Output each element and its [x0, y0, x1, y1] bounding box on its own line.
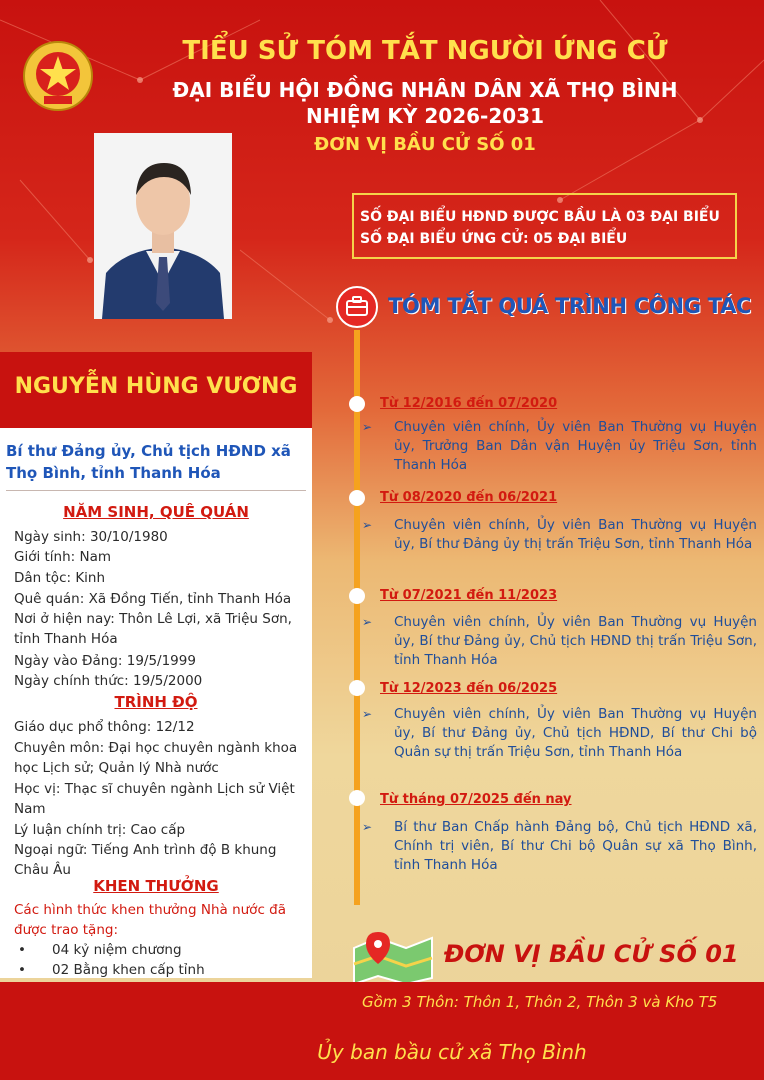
political-theory: Lý luận chính trị: Cao cấp — [14, 822, 186, 838]
period-title: Từ 12/2023 đến 06/2025 — [380, 681, 558, 696]
arrow-bullet-icon: ➢ — [362, 707, 373, 721]
birth-date: Ngày sinh: 30/10/1980 — [14, 529, 168, 545]
timeline-dot — [349, 396, 365, 412]
footer-text: Ủy ban bầu cử xã Thọ Bình — [317, 1040, 587, 1064]
party-join-date: Ngày vào Đảng: 19/5/1999 — [14, 653, 196, 669]
gender: Giới tính: Nam — [14, 549, 112, 565]
ethnicity: Dân tộc: Kinh — [14, 570, 106, 586]
candidate-role: Bí thư Đảng ủy, Chủ tịch HĐND xã Thọ Bình, tỉnh Thanh Hóa — [6, 442, 291, 482]
career-section-title: TÓM TẮT QUÁ TRÌNH CÔNG TÁC — [388, 294, 752, 318]
arrow-bullet-icon: ➢ — [362, 420, 373, 434]
constituency-description: Gồm 3 Thôn: Thôn 1, Thôn 2, Thôn 3 và Kho T5 — [362, 993, 718, 1011]
timeline-line — [354, 330, 360, 905]
specialty: Chuyên môn: Đại học chuyên ngành khoa học Lịch sử; Quản lý Nhà nước — [14, 740, 298, 776]
electoral-unit-heading: ĐƠN VỊ BẦU CỬ SỐ 01 — [314, 134, 536, 155]
arrow-bullet-icon: ➢ — [362, 518, 373, 532]
award-section-heading: KHEN THƯỞNG — [93, 877, 219, 895]
map-pin-icon — [350, 928, 436, 984]
award-item: • 04 kỷ niệm chương — [18, 942, 182, 958]
period-description: ➢ Chuyên viên chính, Ủy viên Ban Thường vụ Huyện ủy, Bí thư Đảng ủy, Chủ tịch HĐND thị trấn Triệu Sơn, tỉnh Thanh Hóa — [362, 614, 757, 668]
constituency-title: ĐƠN VỊ BẦU CỬ SỐ 01 — [444, 940, 739, 968]
party-official-date: Ngày chính thức: 19/5/2000 — [14, 673, 203, 689]
period-title: Từ 07/2021 đến 11/2023 — [380, 588, 558, 603]
timeline-dot — [349, 490, 365, 506]
hometown: Quê quán: Xã Đồng Tiến, tỉnh Thanh Hóa — [14, 591, 292, 607]
period-title: Từ 08/2020 đến 06/2021 — [380, 490, 558, 505]
briefcase-icon — [336, 286, 378, 328]
academic-degree: Học vị: Thạc sĩ chuyên ngành Lịch sử Việt Nam — [14, 781, 295, 817]
national-emblem-icon — [22, 40, 94, 112]
info-box — [352, 193, 737, 259]
general-education: Giáo dục phổ thông: 12/12 — [14, 719, 195, 735]
term: NHIỆM KỲ 2026-2031 — [305, 104, 545, 128]
award-intro: Các hình thức khen thưởng Nhà nước đã được trao tặng: — [14, 902, 286, 938]
timeline-dot — [349, 588, 365, 604]
bullet-icon: • — [18, 962, 26, 978]
timeline-dot — [349, 680, 365, 696]
birth-section-heading: NĂM SINH, QUÊ QUÁN — [63, 503, 249, 521]
period-description: ➢ Chuyên viên chính, Ủy viên Ban Thường vụ Huyện ủy, Trưởng Ban Dân vận Huyện ủy Triệu Sơn, tỉnh Thanh Hóa — [362, 419, 757, 473]
education-section-heading: TRÌNH ĐỘ — [114, 693, 198, 711]
period-title: Từ tháng 07/2025 đến nay — [380, 792, 572, 807]
foreign-language: Ngoại ngữ: Tiếng Anh trình độ B khung Châu Âu — [14, 842, 277, 878]
period-description: ➢ Bí thư Ban Chấp hành Đảng bộ, Chủ tịch HĐND xã, Chính trị viên, Bí thư Chi bộ Quân sự xã Thọ Bình, tỉnh Thanh Hóa — [362, 819, 757, 873]
candidate-name: NGUYỄN HÙNG VƯƠNG — [14, 374, 298, 399]
candidate-count: SỐ ĐẠI BIỂU ỨNG CỬ: 05 ĐẠI BIỂU — [360, 231, 628, 247]
council-name: ĐẠI BIỂU HỘI ĐỒNG NHÂN DÂN XÃ THỌ BÌNH — [172, 78, 678, 102]
residence: Nơi ở hiện nay: Thôn Lê Lợi, xã Triệu Sơn, tỉnh Thanh Hóa — [14, 611, 292, 647]
award-item: • 02 Bằng khen cấp tỉnh — [18, 962, 205, 978]
bullet-icon: • — [18, 942, 26, 958]
period-title: Từ 12/2016 đến 07/2020 — [380, 396, 558, 411]
divider — [6, 490, 306, 491]
period-description: ➢ Chuyên viên chính, Ủy viên Ban Thường vụ Huyện ủy, Bí thư Đảng ủy, Chủ tịch HĐND, Bí thư Chi bộ Quân sự thị trấn Triệu Sơn, tỉnh Thanh Hóa — [362, 706, 757, 760]
elected-count: SỐ ĐẠI BIỂU HĐND ĐƯỢC BẦU LÀ 03 ĐẠI BIỂU — [360, 209, 720, 225]
arrow-bullet-icon: ➢ — [362, 820, 373, 834]
period-description: ➢ Chuyên viên chính, Ủy viên Ban Thường vụ Huyện ủy, Bí thư Đảng ủy thị trấn Triệu Sơn, tỉnh Thanh Hóa — [362, 517, 757, 552]
candidate-portrait — [94, 133, 232, 319]
arrow-bullet-icon: ➢ — [362, 615, 373, 629]
timeline-dot — [349, 790, 365, 806]
document-title: TIỂU SỬ TÓM TẮT NGƯỜI ỨNG CỬ — [182, 36, 668, 66]
